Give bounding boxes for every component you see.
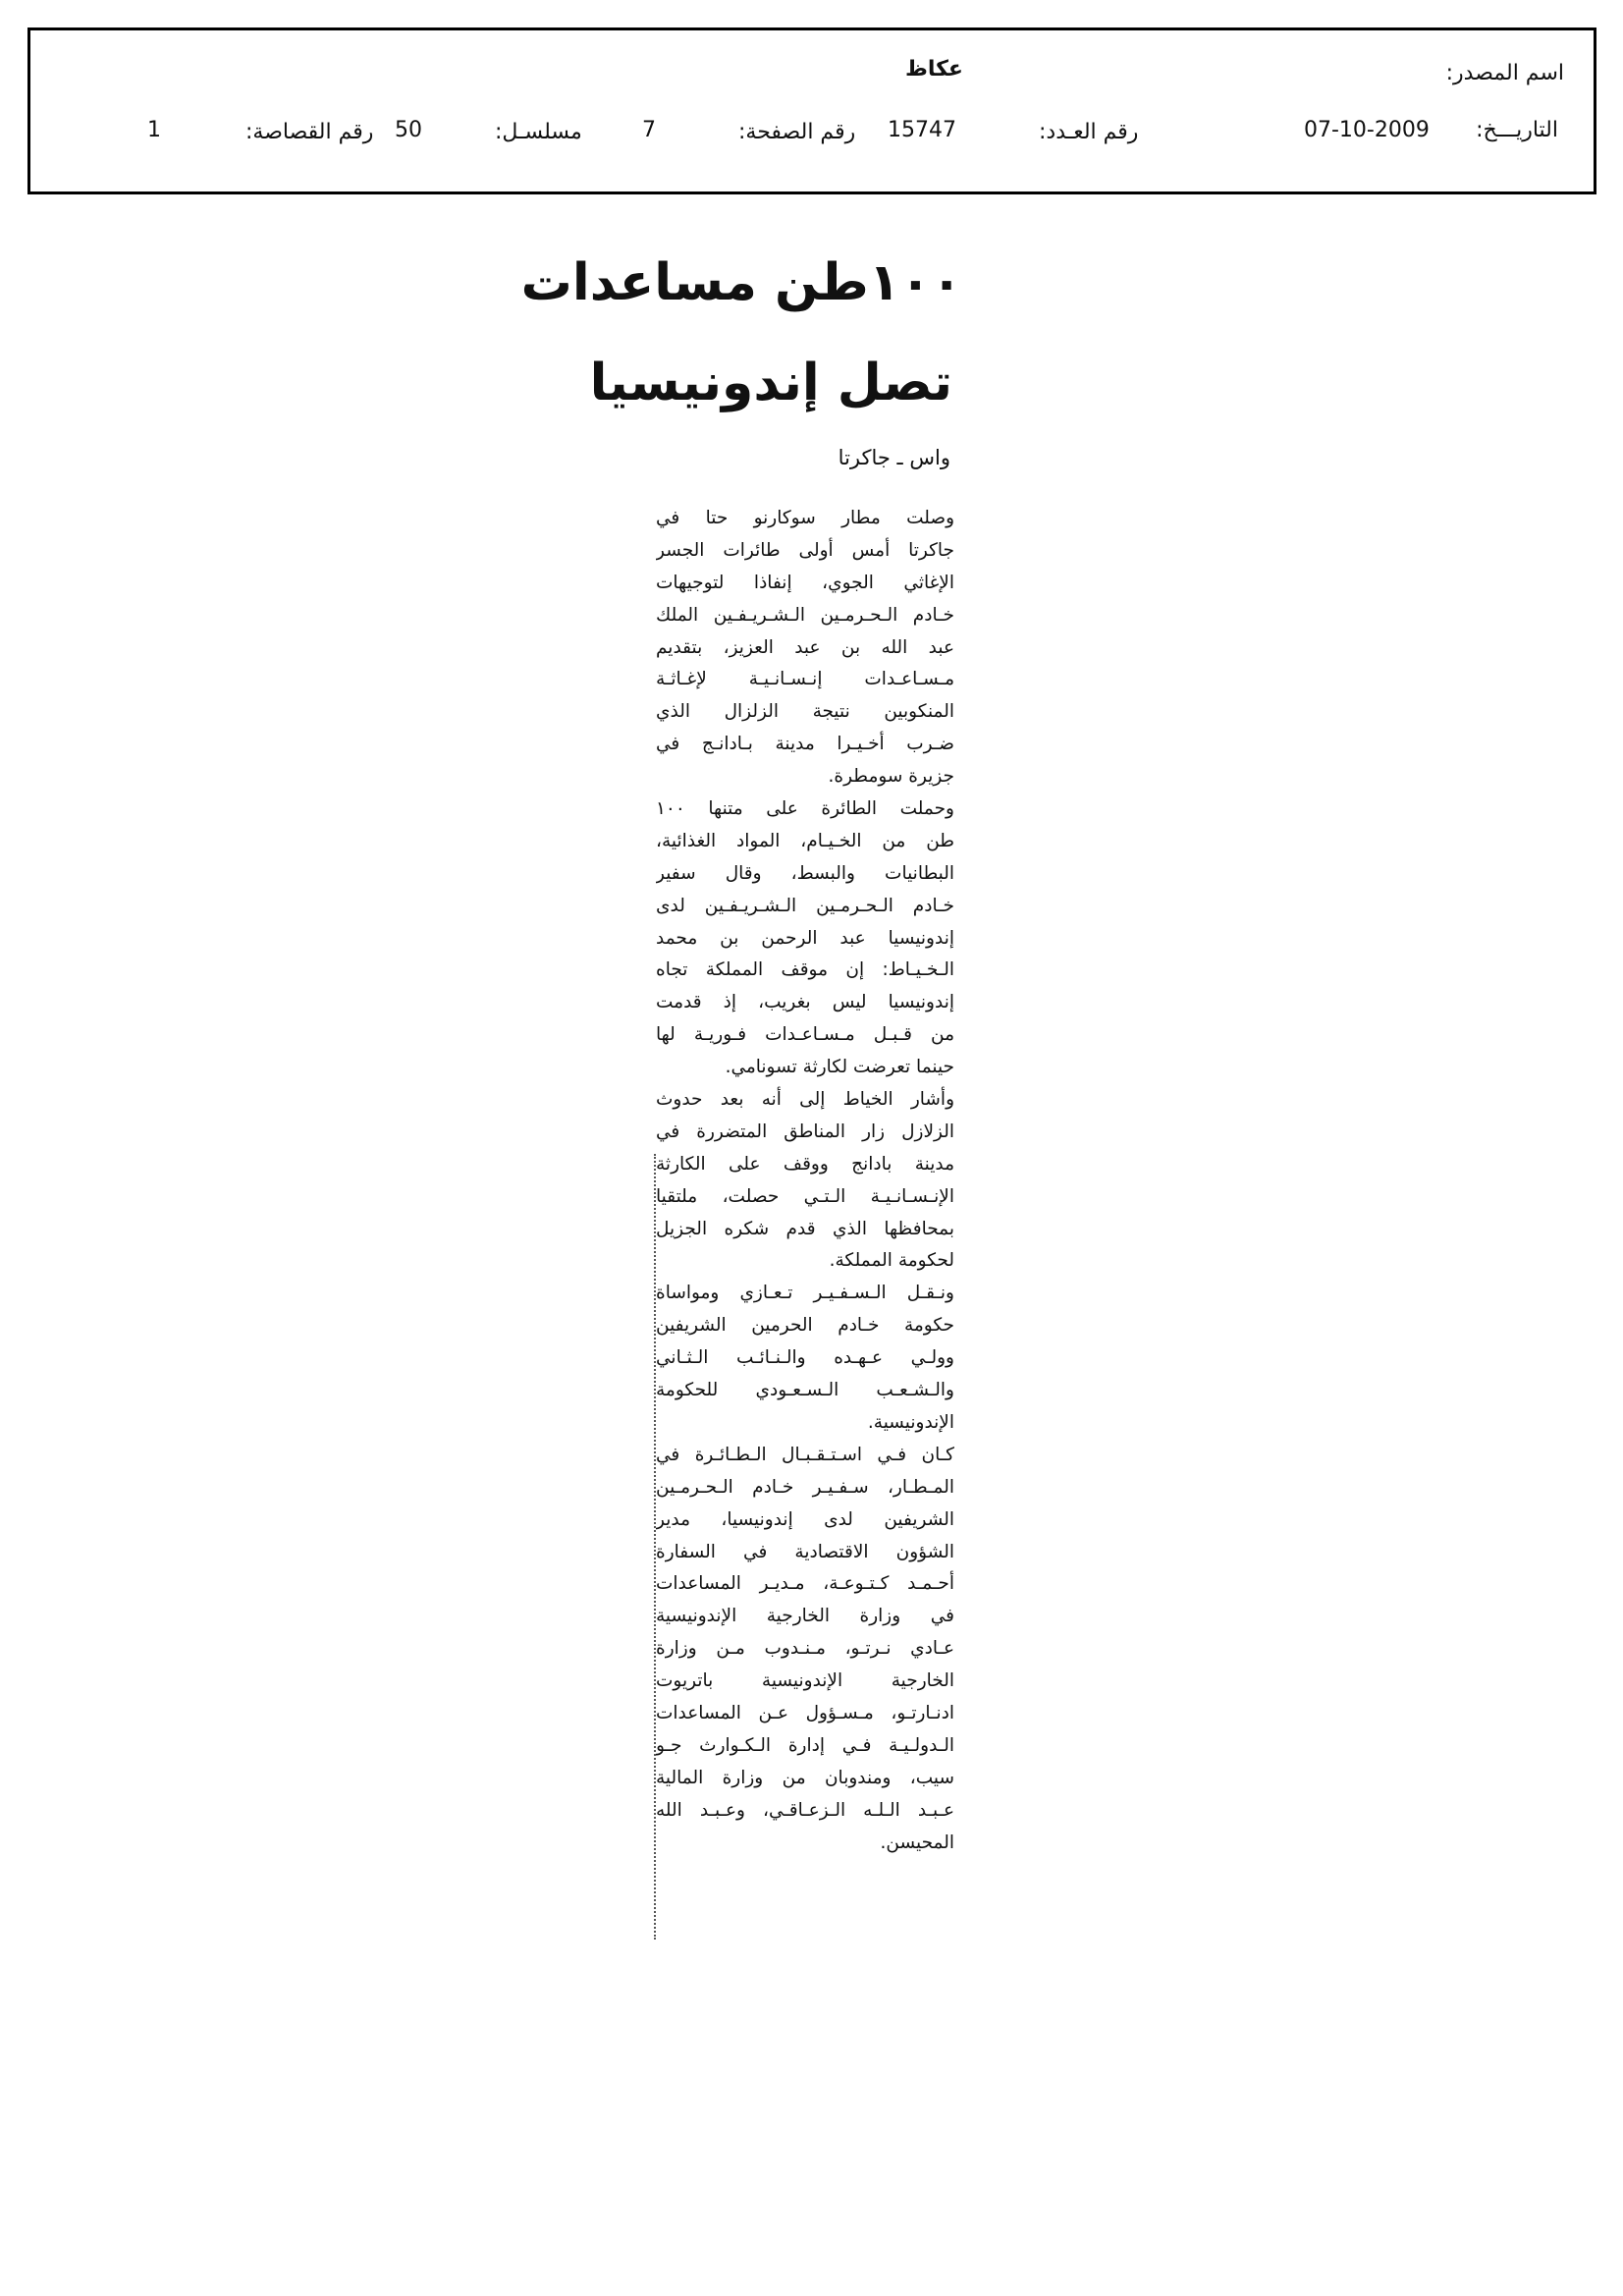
text-line: الـدولـيـة فـي إدارة الـكـوارث جـو <box>656 1734 954 1756</box>
serial-label: مسلسـل: <box>495 120 582 144</box>
text-line: وأشار الخياط إلى أنه بعد حدوث <box>656 1089 954 1111</box>
text-line: الإندونيسية. <box>867 1411 954 1433</box>
text-line: الخارجية الإندونيسية باتريوت <box>656 1670 954 1692</box>
text-line: كـان فـي اسـتـقـبـال الـطـائـرة في <box>656 1444 954 1465</box>
clip-info-box <box>27 27 1596 194</box>
text-line: الشؤون الاقتصادية في السفارة <box>656 1541 954 1562</box>
text-line: عبد الله بن عبد العزيز، بتقديم <box>656 636 954 658</box>
paragraph <box>656 1440 954 1860</box>
issue-value: 15747 <box>888 118 956 142</box>
text-line: عـبـد الـلـه الـزعـاقـي، وعـبـد الله <box>656 1799 954 1821</box>
text-line: لحكومة المملكة. <box>829 1250 954 1272</box>
text-line: ونـقـل الـسـفـيـر تـعـازي ومواساة <box>656 1283 954 1304</box>
text-line: والـشـعـب الـسـعـودي للحكومة <box>656 1380 954 1401</box>
text-line: المحيسن. <box>880 1831 954 1853</box>
text-line: المنكوبين نتيجة الزلزال الذي <box>656 701 954 723</box>
text-line: خـادم الـحـرمـين الـشـريـفـين لدى <box>656 895 954 916</box>
clip-label: رقم القصاصة: <box>245 120 374 144</box>
text-line: وحملت الطائرة على متنها ١٠٠ <box>656 798 954 820</box>
text-line: عـادي نـرتـو، مـنـدوب مـن وزارة <box>656 1638 954 1660</box>
date-value: 07-10-2009 <box>1304 118 1430 142</box>
clip-value: 1 <box>147 118 161 142</box>
text-line: مدينة بادانج ووقف على الكارثة <box>656 1153 954 1175</box>
text-line: حينما تعرضت لكارثة تسونامي. <box>725 1057 954 1078</box>
source-value: عكاظ <box>905 57 963 82</box>
text-line: وولـي عـهـده والـنـائـب الـثـاني <box>656 1347 954 1369</box>
text-line: ضـرب أخـيـرا مدينة بـادانـج في <box>656 734 954 755</box>
paragraph <box>656 503 954 793</box>
page-label: رقم الصفحة: <box>738 120 856 144</box>
article-body <box>656 503 954 1859</box>
serial-value: 50 <box>395 118 422 142</box>
text-line: طن من الخـيـام، المواد الغذائية، <box>656 830 954 851</box>
text-line: سيب، ومندوبان من وزارة المالية <box>656 1767 954 1788</box>
paragraph <box>656 1084 954 1278</box>
text-line: الـخـيـاط: إن موقف المملكة تجاه <box>656 959 954 981</box>
text-line: إندونيسيا عبد الرحمن بن محمد <box>656 927 954 949</box>
source-label: اسم المصدر: <box>1445 61 1564 85</box>
issue-label: رقم العـدد: <box>1039 120 1139 144</box>
date-label: التاريـــخ: <box>1476 118 1558 142</box>
text-line: من قـبـل مـسـاعـدات فـوريـة لها <box>656 1024 954 1046</box>
text-line: المـطـار، سـفـيـر خـادم الـحـرمـين <box>656 1476 954 1498</box>
text-line: جاكرتا أمس أولى طائرات الجسر <box>656 539 954 561</box>
text-line: الإنـسـانـيـة الـتـي حصلت، ملتقيا <box>656 1185 954 1207</box>
text-line: بمحافظها الذي قدم شكره الجزيل <box>656 1218 954 1239</box>
text-line: في وزارة الخارجية الإندونيسية <box>656 1606 954 1627</box>
text-line: أحـمـد كـتـوعـة، مـديـر المساعدات <box>656 1573 954 1595</box>
text-line: مـسـاعـدات إنـسـانـيـة لإغـاثـة <box>656 669 954 690</box>
text-line: جزيرة سومطرة. <box>828 766 954 788</box>
article-byline: واس ـ جاكرتا <box>838 446 950 469</box>
text-line: إندونيسيا ليس بغريب، إذ قدمت <box>656 992 954 1013</box>
text-line: البطانيات والبسط، وقال سفير <box>656 862 954 884</box>
text-line: وصلت مطار سوكارنو حتا في <box>656 508 954 528</box>
paragraph <box>656 1278 954 1439</box>
text-line: الشريفين لدى إندونيسيا، مدير <box>656 1508 954 1530</box>
text-line: ادنـارتـو، مـسـؤول عـن المساعدات <box>656 1702 954 1723</box>
article-title-line2: تصل إندونيسيا <box>589 354 952 412</box>
page-value: 7 <box>642 118 656 142</box>
text-line: الزلازل زار المناطق المتضررة في <box>656 1121 954 1142</box>
text-line: خـادم الـحـرمـين الـشـريـفـين الملك <box>656 604 954 626</box>
text-line: الإغاثي الجوي، إنفاذا لتوجيهات <box>656 572 954 593</box>
article-title-line1: ١٠٠طن مساعدات <box>520 253 962 312</box>
paragraph <box>656 793 954 1084</box>
text-line: حكومة خـادم الحرمين الشريفين <box>656 1315 954 1337</box>
